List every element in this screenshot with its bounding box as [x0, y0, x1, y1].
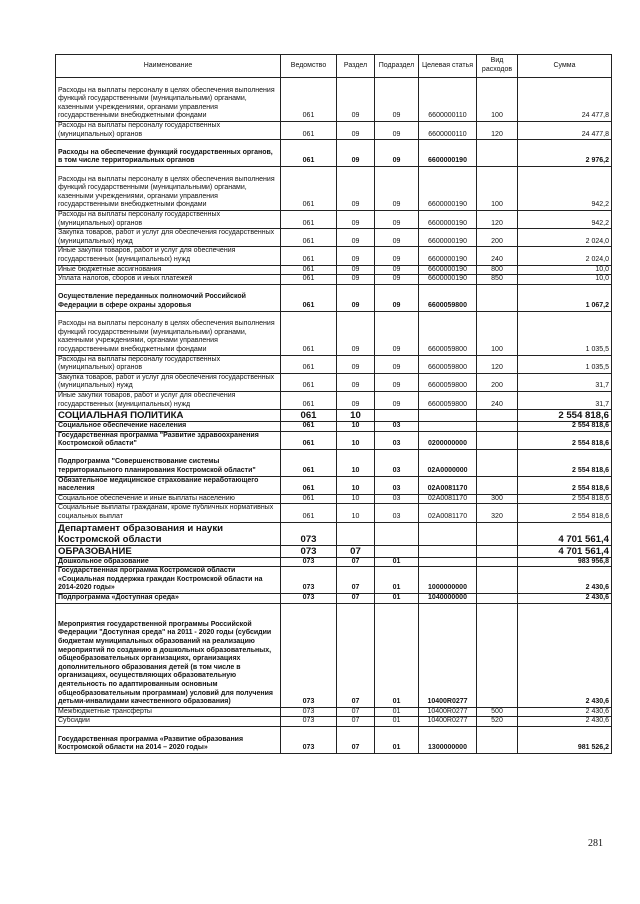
cell-summa: 981 526,2 [518, 727, 612, 754]
cell-celevaya-statya: 6600059800 [419, 391, 477, 409]
cell-razdel: 07 [337, 707, 375, 717]
cell-name: Социальные выплаты гражданам, кроме публичных нормативных социальных выплат [56, 504, 281, 522]
cell-vedomstvo: 061 [281, 284, 337, 311]
cell-razdel: 07 [337, 717, 375, 727]
cell-summa: 983 956,8 [518, 557, 612, 567]
cell-celevaya-statya: 02А0000000 [419, 449, 477, 476]
header-razdel: Раздел [337, 55, 375, 78]
table-row [56, 594, 612, 604]
cell-vedomstvo: 061 [281, 355, 337, 373]
cell-vid-raskhodov: 320 [477, 504, 518, 522]
table-row [56, 210, 612, 228]
cell-razdel: 10 [337, 449, 375, 476]
cell-vid-raskhodov [477, 422, 518, 432]
cell-name: Государственная программа Костромской области «Социальная поддержка граждан Костромской области на 2014-2020 годы» [56, 567, 281, 594]
header-vid-raskhodov: Вид расходов [477, 55, 518, 78]
cell-razdel: 07 [337, 567, 375, 594]
cell-podrazdel: 09 [375, 166, 419, 210]
cell-summa: 10,0 [518, 275, 612, 285]
cell-vid-raskhodov: 120 [477, 355, 518, 373]
cell-name: Расходы на выплаты персоналу в целях обеспечения выполнения функций государственными (муниципальными) органами, казенными учреждениями, органами управления государственными внебюджетными фондами [56, 78, 281, 122]
cell-vedomstvo: 073 [281, 522, 337, 545]
cell-podrazdel: 01 [375, 567, 419, 594]
table-row [56, 476, 612, 494]
cell-razdel: 09 [337, 355, 375, 373]
cell-razdel: 10 [337, 476, 375, 494]
cell-celevaya-statya: 6600000190 [419, 265, 477, 275]
table-row [56, 265, 612, 275]
cell-razdel: 10 [337, 431, 375, 449]
cell-summa: 10,0 [518, 265, 612, 275]
cell-vid-raskhodov [477, 431, 518, 449]
page-number: 281 [588, 838, 603, 849]
table-row [56, 707, 612, 717]
cell-vid-raskhodov: 240 [477, 391, 518, 409]
cell-name: Мероприятия государственной программы Российской Федерации "Доступная среда" на 2011 - 2020 годы (субсидии бюджетам муниципальных образований на реализацию мероприятий по созданию в дошкольных образовательных, общеобразовательных организациях, организациях дополнительного образования детей (в том числе в организациях, осуществляющих образовательную деятельность по адаптированным основным общеобразовательным программам) условий для получения детьми-инвалидами качественного образования) [56, 603, 281, 707]
cell-podrazdel: 01 [375, 594, 419, 604]
header-name: Наименование [56, 55, 281, 78]
cell-podrazdel: 09 [375, 229, 419, 247]
cell-name: Иные закупки товаров, работ и услуг для обеспечения государственных (муниципальных) нужд [56, 247, 281, 265]
cell-razdel: 09 [337, 78, 375, 122]
cell-name: Государственная программа «Развитие образования Костромской области на 2014 – 2020 годы» [56, 727, 281, 754]
cell-vedomstvo: 061 [281, 265, 337, 275]
cell-razdel: 09 [337, 122, 375, 140]
cell-vedomstvo: 073 [281, 717, 337, 727]
cell-razdel: 10 [337, 410, 375, 422]
cell-podrazdel: 03 [375, 449, 419, 476]
cell-podrazdel: 09 [375, 284, 419, 311]
cell-celevaya-statya: 6600059800 [419, 355, 477, 373]
cell-vedomstvo: 061 [281, 373, 337, 391]
cell-summa: 2 430,6 [518, 717, 612, 727]
cell-celevaya-statya: 10400R0277 [419, 717, 477, 727]
cell-vedomstvo: 061 [281, 275, 337, 285]
cell-podrazdel: 03 [375, 494, 419, 504]
cell-summa: 2 430,6 [518, 603, 612, 707]
cell-name: Расходы на выплаты персоналу государственных (муниципальных) органов [56, 122, 281, 140]
cell-vid-raskhodov: 100 [477, 78, 518, 122]
cell-summa: 1 067,2 [518, 284, 612, 311]
cell-celevaya-statya [419, 545, 477, 557]
cell-razdel: 09 [337, 265, 375, 275]
cell-podrazdel: 01 [375, 603, 419, 707]
cell-summa: 942,2 [518, 210, 612, 228]
cell-vid-raskhodov [477, 594, 518, 604]
cell-celevaya-statya [419, 410, 477, 422]
cell-razdel: 10 [337, 494, 375, 504]
table-header-row [56, 55, 612, 78]
cell-vedomstvo: 061 [281, 476, 337, 494]
cell-podrazdel [375, 545, 419, 557]
cell-celevaya-statya: 6600000190 [419, 166, 477, 210]
cell-name: Департамент образования и науки Костромской области [56, 522, 281, 545]
cell-razdel: 09 [337, 275, 375, 285]
cell-podrazdel: 09 [375, 140, 419, 167]
cell-name: Иные закупки товаров, работ и услуг для обеспечения государственных (муниципальных) нужд [56, 391, 281, 409]
table-row [56, 275, 612, 285]
cell-name: Расходы на выплаты персоналу государственных (муниципальных) органов [56, 210, 281, 228]
cell-vid-raskhodov [477, 449, 518, 476]
cell-podrazdel: 09 [375, 275, 419, 285]
cell-summa: 2 554 818,6 [518, 504, 612, 522]
cell-vedomstvo: 073 [281, 594, 337, 604]
cell-name: Уплата налогов, сборов и иных платежей [56, 275, 281, 285]
cell-podrazdel: 01 [375, 717, 419, 727]
cell-celevaya-statya: 6600059800 [419, 373, 477, 391]
cell-celevaya-statya: 02А0081170 [419, 494, 477, 504]
cell-vedomstvo: 073 [281, 557, 337, 567]
cell-name: Субсидии [56, 717, 281, 727]
table-row [56, 557, 612, 567]
table-row [56, 78, 612, 122]
cell-razdel: 09 [337, 284, 375, 311]
table-row [56, 140, 612, 167]
cell-vid-raskhodov [477, 557, 518, 567]
cell-celevaya-statya: 6600000190 [419, 275, 477, 285]
cell-name: Государственная программа "Развитие здравоохранения Костромской области" [56, 431, 281, 449]
cell-celevaya-statya: 6600000110 [419, 78, 477, 122]
cell-summa: 2 554 818,6 [518, 431, 612, 449]
cell-name: Иные бюджетные ассигнования [56, 265, 281, 275]
table-row [56, 422, 612, 432]
cell-razdel: 09 [337, 210, 375, 228]
cell-vedomstvo: 061 [281, 494, 337, 504]
cell-name: Расходы на обеспечение функций государственных органов, в том числе территориальных органов [56, 140, 281, 167]
cell-razdel: 09 [337, 311, 375, 355]
cell-name: Расходы на выплаты персоналу в целях обеспечения выполнения функций государственными (муниципальными) органами, казенными учреждениями, органами управления государственными внебюджетными фондами [56, 311, 281, 355]
cell-name: Расходы на выплаты персоналу в целях обеспечения выполнения функций государственными (муниципальными) органами, казенными учреждениями, органами управления государственными внебюджетными фондами [56, 166, 281, 210]
cell-razdel: 09 [337, 391, 375, 409]
cell-celevaya-statya: 10400R0277 [419, 603, 477, 707]
cell-celevaya-statya: 6600000190 [419, 247, 477, 265]
cell-name: Межбюджетные трансферты [56, 707, 281, 717]
cell-vid-raskhodov [477, 567, 518, 594]
table-row [56, 229, 612, 247]
cell-vid-raskhodov: 520 [477, 717, 518, 727]
header-podrazdel: Подраздел [375, 55, 419, 78]
table-row [56, 504, 612, 522]
cell-vid-raskhodov: 120 [477, 210, 518, 228]
cell-summa: 2 024,0 [518, 229, 612, 247]
cell-name: Обязательное медицинское страхование неработающего населения [56, 476, 281, 494]
table-row [56, 122, 612, 140]
cell-vid-raskhodov: 200 [477, 373, 518, 391]
cell-vedomstvo: 061 [281, 431, 337, 449]
cell-vid-raskhodov: 200 [477, 229, 518, 247]
cell-vid-raskhodov [477, 727, 518, 754]
cell-vid-raskhodov: 120 [477, 122, 518, 140]
cell-razdel: 07 [337, 603, 375, 707]
cell-celevaya-statya: 0200000000 [419, 431, 477, 449]
cell-podrazdel: 03 [375, 422, 419, 432]
cell-vid-raskhodov [477, 603, 518, 707]
cell-summa: 4 701 561,4 [518, 545, 612, 557]
cell-name: Социальное обеспечение населения [56, 422, 281, 432]
table-row [56, 373, 612, 391]
cell-razdel: 09 [337, 229, 375, 247]
cell-podrazdel: 01 [375, 727, 419, 754]
cell-podrazdel [375, 522, 419, 545]
table-row [56, 567, 612, 594]
cell-vedomstvo: 061 [281, 391, 337, 409]
table-row [56, 247, 612, 265]
cell-razdel: 09 [337, 247, 375, 265]
cell-vid-raskhodov [477, 140, 518, 167]
cell-vedomstvo: 061 [281, 78, 337, 122]
cell-razdel: 07 [337, 727, 375, 754]
cell-podrazdel: 09 [375, 247, 419, 265]
cell-podrazdel: 01 [375, 557, 419, 567]
cell-podrazdel: 03 [375, 476, 419, 494]
cell-celevaya-statya: 1000000000 [419, 567, 477, 594]
cell-name: Дошкольное образование [56, 557, 281, 567]
cell-podrazdel: 09 [375, 78, 419, 122]
cell-vedomstvo: 061 [281, 122, 337, 140]
cell-name: Подпрограмма "Совершенствование системы территориального планирования Костромской области" [56, 449, 281, 476]
cell-name: Социальное обеспечение и иные выплаты населению [56, 494, 281, 504]
cell-summa: 2 554 818,6 [518, 422, 612, 432]
cell-podrazdel: 03 [375, 431, 419, 449]
cell-celevaya-statya: 10400R0277 [419, 707, 477, 717]
cell-vedomstvo: 073 [281, 707, 337, 717]
cell-celevaya-statya: 1300000000 [419, 727, 477, 754]
table-row [56, 545, 612, 557]
cell-razdel: 10 [337, 422, 375, 432]
cell-razdel: 07 [337, 557, 375, 567]
cell-vid-raskhodov: 100 [477, 311, 518, 355]
cell-celevaya-statya: 1040000000 [419, 594, 477, 604]
cell-summa: 4 701 561,4 [518, 522, 612, 545]
cell-summa: 1 035,5 [518, 311, 612, 355]
cell-name: Подпрограмма «Доступная среда» [56, 594, 281, 604]
table-row [56, 449, 612, 476]
cell-podrazdel: 09 [375, 311, 419, 355]
table-row [56, 410, 612, 422]
table-body [56, 78, 612, 754]
cell-summa: 942,2 [518, 166, 612, 210]
cell-vedomstvo: 061 [281, 247, 337, 265]
cell-vedomstvo: 061 [281, 504, 337, 522]
cell-summa: 31,7 [518, 373, 612, 391]
cell-summa: 2 976,2 [518, 140, 612, 167]
cell-vedomstvo: 061 [281, 229, 337, 247]
cell-celevaya-statya: 6600059800 [419, 311, 477, 355]
cell-name: Закупка товаров, работ и услуг для обеспечения государственных (муниципальных) нужд [56, 229, 281, 247]
cell-vid-raskhodov [477, 522, 518, 545]
cell-summa: 24 477,8 [518, 78, 612, 122]
cell-celevaya-statya [419, 557, 477, 567]
cell-podrazdel: 09 [375, 391, 419, 409]
table-row [56, 431, 612, 449]
cell-celevaya-statya: 02А0081170 [419, 504, 477, 522]
cell-celevaya-statya [419, 422, 477, 432]
table-row [56, 717, 612, 727]
cell-summa: 2 430,6 [518, 707, 612, 717]
cell-celevaya-statya: 6600000190 [419, 229, 477, 247]
cell-razdel: 10 [337, 504, 375, 522]
cell-summa: 2 430,6 [518, 594, 612, 604]
cell-summa: 2 430,6 [518, 567, 612, 594]
cell-podrazdel: 09 [375, 265, 419, 275]
cell-summa: 24 477,8 [518, 122, 612, 140]
cell-vid-raskhodov: 800 [477, 265, 518, 275]
cell-vid-raskhodov [477, 284, 518, 311]
table-row [56, 727, 612, 754]
table-row [56, 603, 612, 707]
table-row [56, 311, 612, 355]
cell-celevaya-statya: 6600059800 [419, 284, 477, 311]
cell-razdel: 09 [337, 166, 375, 210]
table-row [56, 166, 612, 210]
cell-vedomstvo: 061 [281, 166, 337, 210]
cell-vedomstvo: 061 [281, 311, 337, 355]
cell-summa: 2 554 818,6 [518, 449, 612, 476]
cell-summa: 31,7 [518, 391, 612, 409]
cell-razdel: 09 [337, 373, 375, 391]
cell-name: Осуществление переданных полномочий Российской Федерации в сфере охраны здоровья [56, 284, 281, 311]
table-row [56, 494, 612, 504]
cell-razdel: 07 [337, 594, 375, 604]
cell-name: Расходы на выплаты персоналу государственных (муниципальных) органов [56, 355, 281, 373]
cell-podrazdel: 01 [375, 707, 419, 717]
header-celevaya-statya: Целевая статья [419, 55, 477, 78]
cell-summa: 2 554 818,6 [518, 410, 612, 422]
cell-vid-raskhodov: 500 [477, 707, 518, 717]
header-summa: Сумма [518, 55, 612, 78]
cell-summa: 2 554 818,6 [518, 494, 612, 504]
cell-vedomstvo: 073 [281, 727, 337, 754]
cell-celevaya-statya [419, 522, 477, 545]
cell-razdel: 07 [337, 545, 375, 557]
cell-vedomstvo: 061 [281, 410, 337, 422]
cell-celevaya-statya: 6600000190 [419, 140, 477, 167]
cell-vid-raskhodov: 300 [477, 494, 518, 504]
cell-summa: 1 035,5 [518, 355, 612, 373]
cell-vid-raskhodov: 240 [477, 247, 518, 265]
cell-summa: 2 554 818,6 [518, 476, 612, 494]
table-row [56, 355, 612, 373]
table-row [56, 391, 612, 409]
cell-vedomstvo: 073 [281, 567, 337, 594]
cell-vid-raskhodov: 850 [477, 275, 518, 285]
cell-vid-raskhodov [477, 410, 518, 422]
table-row [56, 522, 612, 545]
cell-name: СОЦИАЛЬНАЯ ПОЛИТИКА [56, 410, 281, 422]
cell-vedomstvo: 061 [281, 449, 337, 476]
cell-razdel: 09 [337, 140, 375, 167]
cell-summa: 2 024,0 [518, 247, 612, 265]
cell-podrazdel: 09 [375, 355, 419, 373]
cell-podrazdel: 09 [375, 122, 419, 140]
budget-table [55, 54, 612, 754]
cell-razdel [337, 522, 375, 545]
cell-vedomstvo: 061 [281, 140, 337, 167]
cell-vid-raskhodov [477, 476, 518, 494]
cell-name: Закупка товаров, работ и услуг для обеспечения государственных (муниципальных) нужд [56, 373, 281, 391]
cell-celevaya-statya: 02А0081170 [419, 476, 477, 494]
cell-vedomstvo: 073 [281, 603, 337, 707]
cell-vid-raskhodov [477, 545, 518, 557]
header-vedomstvo: Ведомство [281, 55, 337, 78]
cell-celevaya-statya: 6600000110 [419, 122, 477, 140]
cell-podrazdel [375, 410, 419, 422]
cell-vedomstvo: 073 [281, 545, 337, 557]
cell-vid-raskhodov: 100 [477, 166, 518, 210]
cell-podrazdel: 03 [375, 504, 419, 522]
cell-celevaya-statya: 6600000190 [419, 210, 477, 228]
cell-podrazdel: 09 [375, 373, 419, 391]
cell-vedomstvo: 061 [281, 210, 337, 228]
cell-vedomstvo: 061 [281, 422, 337, 432]
table-row [56, 284, 612, 311]
cell-name: ОБРАЗОВАНИЕ [56, 545, 281, 557]
cell-podrazdel: 09 [375, 210, 419, 228]
